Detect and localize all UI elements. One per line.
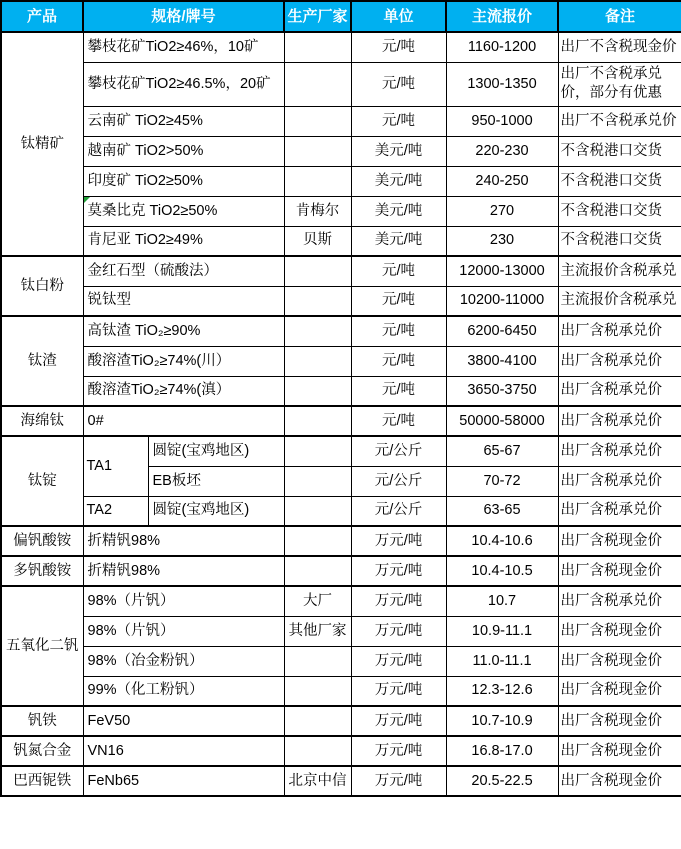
product-cell: 偏钒酸铵 <box>1 526 83 556</box>
maker-cell <box>284 286 351 316</box>
note-cell: 出厂含税现金价 <box>558 556 681 586</box>
note-cell: 主流报价含税承兑 <box>558 256 681 286</box>
spec-cell: 攀枝花矿TiO2≥46.5%，20矿 <box>83 62 284 106</box>
maker-cell <box>284 346 351 376</box>
spec-cell: 锐钛型 <box>83 286 284 316</box>
table-row <box>1 406 681 436</box>
table-row <box>1 616 681 646</box>
table-row <box>1 526 681 556</box>
unit-cell: 万元/吨 <box>351 706 446 736</box>
table-row <box>1 316 681 346</box>
spec-cell: 98%（片钒） <box>83 616 284 646</box>
price-cell: 10.7-10.9 <box>446 706 558 736</box>
maker-cell <box>284 436 351 466</box>
unit-cell: 万元/吨 <box>351 766 446 796</box>
unit-cell: 美元/吨 <box>351 166 446 196</box>
col-header-product: 产品 <box>1 1 83 32</box>
maker-cell <box>284 376 351 406</box>
note-cell: 出厂含税承兑价 <box>558 346 681 376</box>
spec-cell-with-comment-marker: 莫桑比克 TiO2≥50% <box>83 196 284 226</box>
price-cell: 10200-11000 <box>446 286 558 316</box>
maker-cell <box>284 166 351 196</box>
table-row <box>1 286 681 316</box>
note-cell: 出厂含税承兑价 <box>558 406 681 436</box>
price-cell: 240-250 <box>446 166 558 196</box>
unit-cell: 元/吨 <box>351 406 446 436</box>
product-cell: 海绵钛 <box>1 406 83 436</box>
spec-cell: 折精钒98% <box>83 556 284 586</box>
spec-cell: 酸溶渣TiO₂≥74%(滇） <box>83 376 284 406</box>
price-cell: 20.5-22.5 <box>446 766 558 796</box>
unit-cell: 万元/吨 <box>351 586 446 616</box>
maker-cell <box>284 316 351 346</box>
spec-cell: EB板坯 <box>148 466 284 496</box>
table-row <box>1 256 681 286</box>
maker-cell <box>284 676 351 706</box>
spec-cell: 99%（化工粉钒） <box>83 676 284 706</box>
product-cell: 钛精矿 <box>1 32 83 256</box>
unit-cell: 元/吨 <box>351 256 446 286</box>
unit-cell: 元/公斤 <box>351 436 446 466</box>
price-cell: 220-230 <box>446 136 558 166</box>
unit-cell: 万元/吨 <box>351 616 446 646</box>
price-cell: 63-65 <box>446 496 558 526</box>
product-cell: 多钒酸铵 <box>1 556 83 586</box>
maker-cell <box>284 62 351 106</box>
unit-cell: 元/吨 <box>351 286 446 316</box>
note-cell: 不含税港口交货 <box>558 196 681 226</box>
unit-cell: 元/吨 <box>351 106 446 136</box>
table-row <box>1 196 681 226</box>
maker-cell: 大厂 <box>284 586 351 616</box>
price-cell: 65-67 <box>446 436 558 466</box>
col-header-maker: 生产厂家 <box>284 1 351 32</box>
maker-cell <box>284 526 351 556</box>
maker-cell <box>284 406 351 436</box>
maker-cell <box>284 466 351 496</box>
spec-cell: 肯尼亚 TiO2≥49% <box>83 226 284 256</box>
table-row <box>1 436 681 466</box>
spec-cell: FeNb65 <box>83 766 284 796</box>
unit-cell: 元/吨 <box>351 376 446 406</box>
note-cell: 出厂含税现金价 <box>558 646 681 676</box>
spec-cell: 圆锭(宝鸡地区) <box>148 436 284 466</box>
unit-cell: 元/吨 <box>351 62 446 106</box>
spec-cell: 圆锭(宝鸡地区) <box>148 496 284 526</box>
spec-cell: 金红石型（硫酸法） <box>83 256 284 286</box>
maker-cell <box>284 106 351 136</box>
note-cell: 出厂含税承兑价 <box>558 316 681 346</box>
spec-cell: 酸溶渣TiO₂≥74%(川） <box>83 346 284 376</box>
header-row <box>1 1 681 32</box>
table-row <box>1 32 681 62</box>
note-cell: 出厂含税现金价 <box>558 676 681 706</box>
table-row <box>1 226 681 256</box>
unit-cell: 美元/吨 <box>351 196 446 226</box>
maker-cell: 北京中信 <box>284 766 351 796</box>
col-header-note: 备注 <box>558 1 681 32</box>
col-header-unit: 单位 <box>351 1 446 32</box>
price-cell: 70-72 <box>446 466 558 496</box>
product-cell: 钒铁 <box>1 706 83 736</box>
price-cell: 6200-6450 <box>446 316 558 346</box>
price-cell: 11.0-11.1 <box>446 646 558 676</box>
table-row <box>1 136 681 166</box>
spec-cell: 高钛渣 TiO₂≥90% <box>83 316 284 346</box>
note-cell: 出厂含税承兑价 <box>558 436 681 466</box>
spec-cell: 折精钒98% <box>83 526 284 556</box>
maker-cell: 贝斯 <box>284 226 351 256</box>
unit-cell: 元/吨 <box>351 316 446 346</box>
note-cell: 出厂不含税承兑价 <box>558 106 681 136</box>
maker-cell <box>284 736 351 766</box>
maker-cell <box>284 256 351 286</box>
unit-cell: 元/公斤 <box>351 466 446 496</box>
note-cell: 出厂含税承兑价 <box>558 586 681 616</box>
unit-cell: 元/吨 <box>351 346 446 376</box>
unit-cell: 万元/吨 <box>351 556 446 586</box>
unit-cell: 万元/吨 <box>351 646 446 676</box>
note-cell: 出厂含税承兑价 <box>558 496 681 526</box>
spec-cell: VN16 <box>83 736 284 766</box>
unit-cell: 万元/吨 <box>351 526 446 556</box>
unit-cell: 美元/吨 <box>351 136 446 166</box>
price-cell: 3650-3750 <box>446 376 558 406</box>
price-cell: 10.9-11.1 <box>446 616 558 646</box>
table-row <box>1 166 681 196</box>
table-row <box>1 106 681 136</box>
product-cell: 钒氮合金 <box>1 736 83 766</box>
note-cell: 出厂含税现金价 <box>558 526 681 556</box>
spec-cell: 0# <box>83 406 284 436</box>
product-cell: 巴西铌铁 <box>1 766 83 796</box>
unit-cell: 元/公斤 <box>351 496 446 526</box>
note-cell: 不含税港口交货 <box>558 166 681 196</box>
note-cell: 主流报价含税承兑 <box>558 286 681 316</box>
note-cell: 不含税港口交货 <box>558 226 681 256</box>
spec-cell: 云南矿 TiO2≥45% <box>83 106 284 136</box>
table-row <box>1 62 681 106</box>
table-row <box>1 736 681 766</box>
spec-cell: 越南矿 TiO2>50% <box>83 136 284 166</box>
price-cell: 1300-1350 <box>446 62 558 106</box>
table-row <box>1 706 681 736</box>
price-cell: 3800-4100 <box>446 346 558 376</box>
unit-cell: 万元/吨 <box>351 736 446 766</box>
col-header-spec: 规格/牌号 <box>83 1 284 32</box>
maker-cell <box>284 496 351 526</box>
maker-cell <box>284 136 351 166</box>
maker-cell <box>284 556 351 586</box>
table-row <box>1 586 681 616</box>
maker-cell: 肯梅尔 <box>284 196 351 226</box>
spec-cell: FeV50 <box>83 706 284 736</box>
table-row <box>1 346 681 376</box>
product-cell: 钛渣 <box>1 316 83 406</box>
price-cell: 10.4-10.5 <box>446 556 558 586</box>
spec-cell: 98%（冶金粉钒） <box>83 646 284 676</box>
price-cell: 230 <box>446 226 558 256</box>
price-cell: 10.4-10.6 <box>446 526 558 556</box>
table-row <box>1 646 681 676</box>
note-cell: 不含税港口交货 <box>558 136 681 166</box>
maker-cell <box>284 706 351 736</box>
grade-cell: TA1 <box>83 436 148 496</box>
spec-cell: 98%（片钒） <box>83 586 284 616</box>
price-cell: 16.8-17.0 <box>446 736 558 766</box>
grade-cell: TA2 <box>83 496 148 526</box>
maker-cell <box>284 646 351 676</box>
unit-cell: 元/吨 <box>351 32 446 62</box>
col-header-price: 主流报价 <box>446 1 558 32</box>
unit-cell: 美元/吨 <box>351 226 446 256</box>
price-cell: 12000-13000 <box>446 256 558 286</box>
product-cell: 钛白粉 <box>1 256 83 316</box>
table-row <box>1 556 681 586</box>
table-row <box>1 376 681 406</box>
note-cell: 出厂含税承兑价 <box>558 466 681 496</box>
product-cell: 五氧化二钒 <box>1 586 83 706</box>
price-cell: 270 <box>446 196 558 226</box>
note-cell: 出厂含税现金价 <box>558 766 681 796</box>
price-cell: 10.7 <box>446 586 558 616</box>
price-cell: 12.3-12.6 <box>446 676 558 706</box>
product-cell: 钛锭 <box>1 436 83 526</box>
table-row <box>1 766 681 796</box>
note-cell: 出厂不含税承兑价，部分有优惠 <box>558 62 681 106</box>
note-cell: 出厂含税现金价 <box>558 736 681 766</box>
note-cell: 出厂含税现金价 <box>558 616 681 646</box>
unit-cell: 万元/吨 <box>351 676 446 706</box>
price-cell: 950-1000 <box>446 106 558 136</box>
maker-cell: 其他厂家 <box>284 616 351 646</box>
table-row <box>1 676 681 706</box>
maker-cell <box>284 32 351 62</box>
price-cell: 1160-1200 <box>446 32 558 62</box>
price-cell: 50000-58000 <box>446 406 558 436</box>
note-cell: 出厂不含税现金价 <box>558 32 681 62</box>
note-cell: 出厂含税承兑价 <box>558 376 681 406</box>
table-row <box>1 496 681 526</box>
note-cell: 出厂含税现金价 <box>558 706 681 736</box>
spec-cell: 攀枝花矿TiO2≥46%，10矿 <box>83 32 284 62</box>
spec-cell: 印度矿 TiO2≥50% <box>83 166 284 196</box>
